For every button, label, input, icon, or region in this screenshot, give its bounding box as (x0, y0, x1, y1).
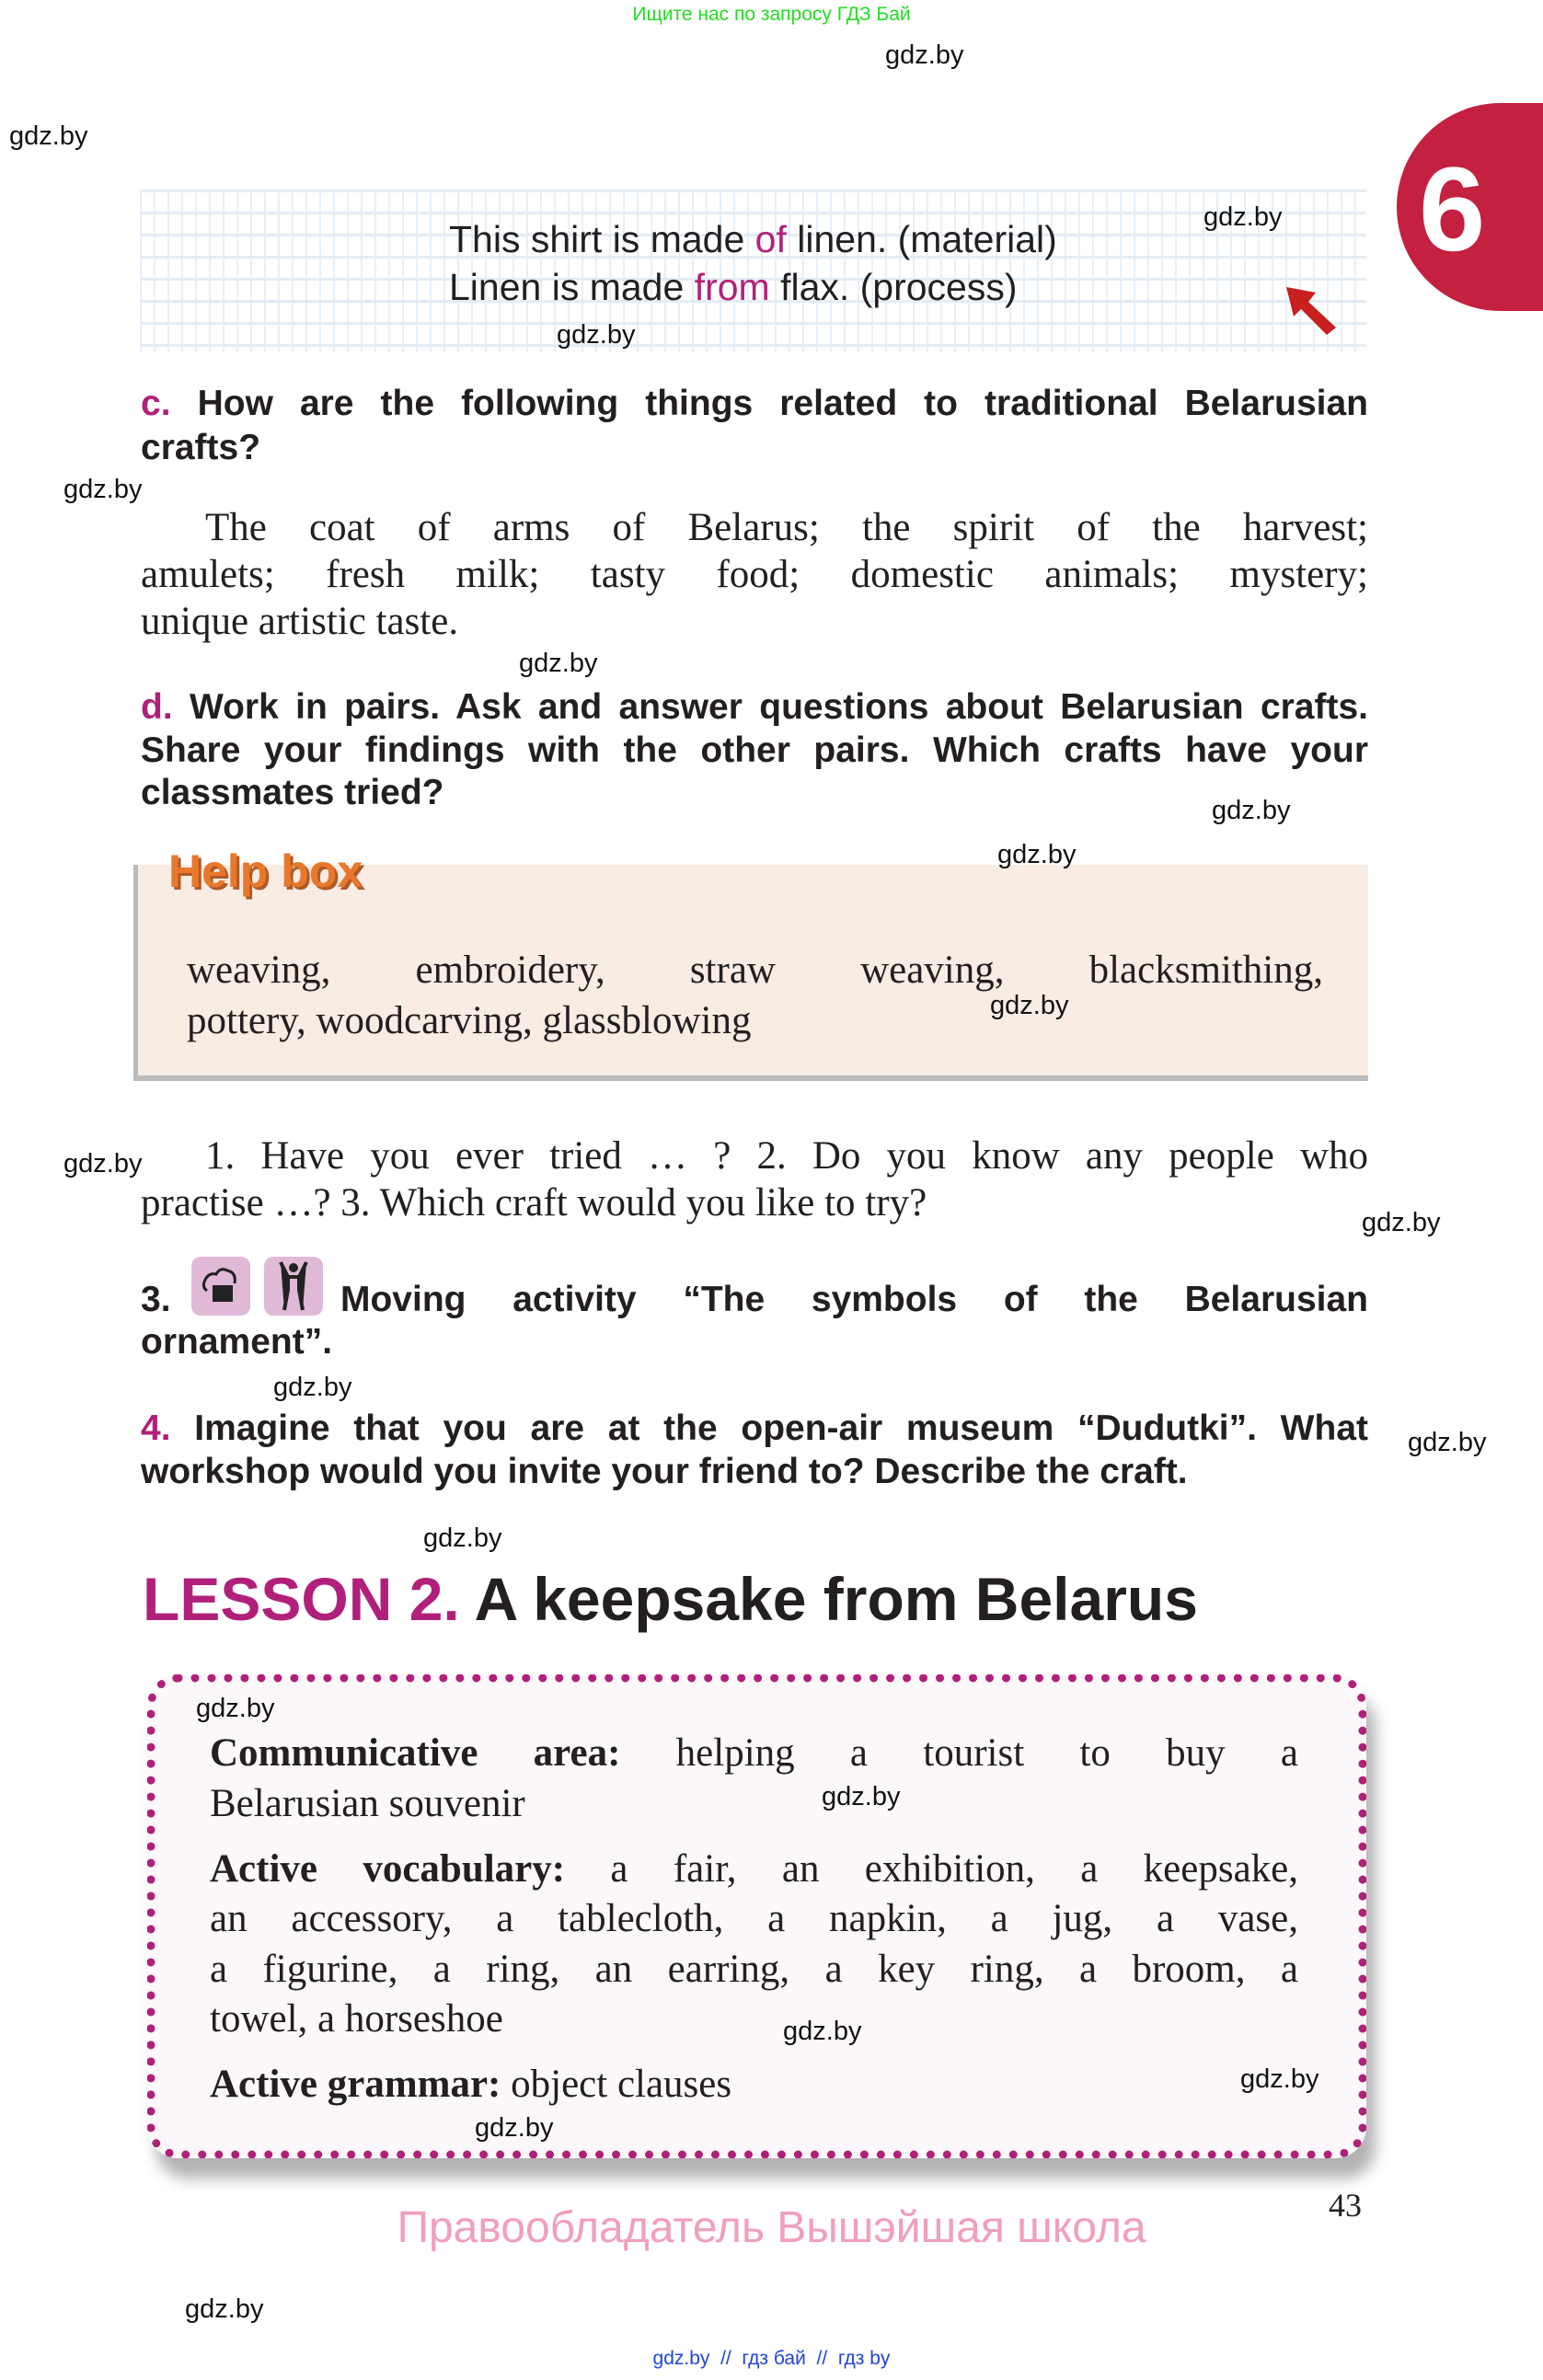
unit-tab (1397, 103, 1543, 311)
watermark: gdz.by (1203, 202, 1283, 232)
watermark: gdz.by (423, 1523, 502, 1553)
vocabulary-line-4: towel, a horseshoe (210, 1997, 503, 2041)
arrow-icon (1284, 285, 1340, 337)
page-number: 43 (1329, 2187, 1362, 2224)
watermark: gdz.by (885, 40, 964, 70)
task-d-heading-1: d. Work in pairs. Ask and answer questions about Belarusian crafts. (141, 687, 1368, 727)
moving-person-icon (264, 1257, 323, 1316)
watermark: gdz.by (196, 1694, 275, 1723)
task-c-text-1: The coat of arms of Belarus; the spirit of the harvest; (205, 506, 1368, 549)
task-3-heading-2: ornament”. (141, 1322, 333, 1362)
copyright-notice: Правообладатель Вышэйшая школа (397, 2203, 1146, 2252)
task-d-heading-3: classmates tried? (141, 773, 444, 812)
watermark: gdz.by (519, 649, 598, 678)
watermark: gdz.by (822, 1782, 901, 1811)
watermark: gdz.by (273, 1373, 352, 1402)
vocabulary-line-1: Active vocabulary: a fair, an exhibition, a keepsake, (210, 1847, 1298, 1891)
watermark: gdz.by (783, 2017, 862, 2046)
watermark: gdz.by (475, 2113, 554, 2143)
task-d-heading-2: Share your findings with the other pairs. Which crafts have your (141, 730, 1368, 770)
watermark: gdz.by (997, 840, 1077, 869)
watermark: gdz.by (1240, 2064, 1319, 2094)
example-line-1: This shirt is made of linen. (material) (449, 218, 1057, 260)
task-3-heading-1: Moving activity “The symbols of the Belarusian (340, 1280, 1368, 1319)
task-4-heading-1: 4. Imagine that you are at the open-air museum “Dudutki”. What (141, 1408, 1368, 1448)
lesson-title: LESSON 2. A keepsake from Belarus (143, 1565, 1198, 1633)
help-box-line-1: weaving, embroidery, straw weaving, blacksmithing, (187, 949, 1323, 992)
communicative-area-line-2: Belarusian souvenir (210, 1782, 525, 1825)
task-4-heading-2: workshop would you invite your friend to? Describe the craft. (141, 1452, 1188, 1491)
task-3-label: 3. (141, 1280, 171, 1319)
questions-line-2: practise …? 3. Which craft would you like to try? (141, 1181, 927, 1224)
vocabulary-line-3: a figurine, a ring, an earring, a key ring, a broom, a (210, 1948, 1298, 1991)
watermark: gdz.by (1408, 1428, 1487, 1457)
watermark: gdz.by (185, 2294, 264, 2324)
help-box-line-2: pottery, woodcarving, glassblowing (187, 999, 752, 1042)
watermark: gdz.by (9, 121, 88, 151)
watermark: gdz.by (63, 1149, 143, 1179)
example-line-2: Linen is made from flax. (process) (449, 266, 1018, 308)
grammar-line: Active grammar: object clauses (210, 2063, 732, 2106)
task-c-heading-2: crafts? (141, 428, 261, 467)
task-c-text-2: amulets; fresh milk; tasty food; domestic animals; mystery; (141, 553, 1368, 596)
top-banner[interactable]: Ищите нас по запросу ГДЗ Бай (632, 4, 911, 25)
watermark: gdz.by (557, 320, 636, 350)
watermark: gdz.by (1362, 1208, 1441, 1237)
watermark: gdz.by (990, 991, 1069, 1020)
footer-links[interactable]: gdz.by // гдз бай // гдз by (652, 2348, 891, 2369)
watermark: gdz.by (1212, 796, 1291, 825)
task-c-text-3: unique artistic taste. (141, 600, 459, 643)
questions-line-1: 1. Have you ever tried … ? 2. Do you know any people who (205, 1134, 1368, 1178)
unit-number: 6 (1419, 142, 1486, 276)
vocabulary-line-2: an accessory, a tablecloth, a napkin, a jug, a vase, (210, 1897, 1298, 1940)
help-box-title: Help box (168, 845, 363, 897)
communicative-area-line-1: Communicative area: helping a tourist to buy a (210, 1731, 1298, 1775)
cloud-folder-icon (191, 1257, 250, 1316)
watermark: gdz.by (63, 475, 143, 504)
task-c-heading-1: c. How are the following things related to traditional Belarusian (141, 384, 1368, 423)
